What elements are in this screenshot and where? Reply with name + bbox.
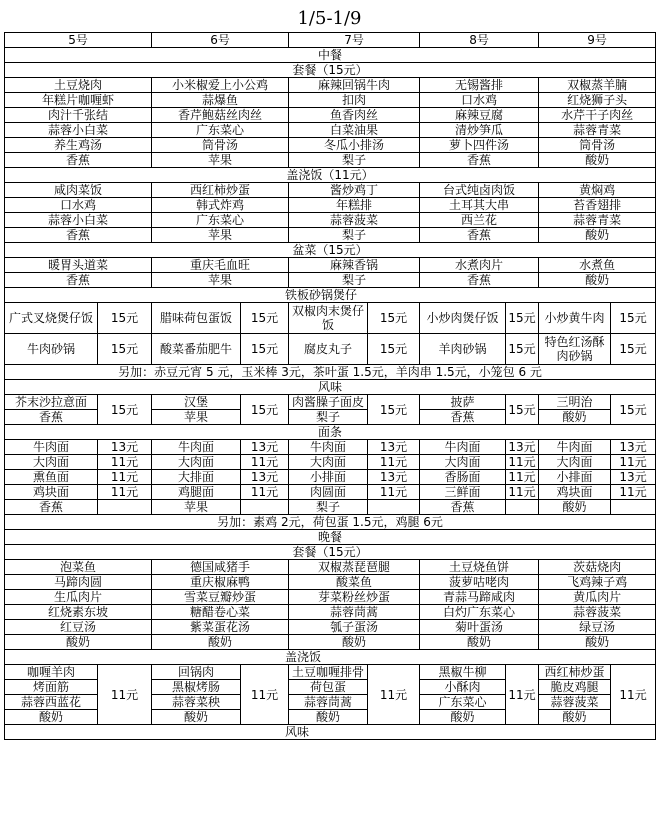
table-row bbox=[5, 380, 656, 395]
menu-item: 黄焖鸡 bbox=[539, 183, 656, 198]
menu-item: 蒜蓉茼蒿 bbox=[289, 605, 420, 620]
menu-item: 小米椒爱上小公鸡 bbox=[152, 78, 289, 93]
rice-bowl-dish: 烤面筋 bbox=[5, 680, 98, 695]
price bbox=[506, 500, 539, 515]
menu-item: 生瓜肉片 bbox=[5, 590, 152, 605]
menu-item: 酸奶 bbox=[5, 635, 152, 650]
table-row bbox=[5, 575, 656, 590]
menu-item: 水煮肉片 bbox=[420, 258, 539, 273]
table-row bbox=[5, 273, 656, 288]
menu-item: 重庆椒麻鸭 bbox=[152, 575, 289, 590]
rice-bowl-dish: 荷包蛋 bbox=[289, 680, 368, 695]
flavor-item: 披萨 bbox=[420, 395, 506, 410]
menu-item: 梨子 bbox=[289, 153, 420, 168]
menu-item: 红烧狮子头 bbox=[539, 93, 656, 108]
menu-item: 蒜蓉菠菜 bbox=[289, 213, 420, 228]
price: 11元 bbox=[506, 470, 539, 485]
menu-table bbox=[4, 32, 656, 740]
menu-item: 白灼广东菜心 bbox=[420, 605, 539, 620]
extras-note: 另加：赤豆元宵 5 元，玉米棒 3元，茶叶蛋 1.5元，羊肉串 1.5元，小笼包 6 元 bbox=[5, 365, 656, 380]
flavor-fruit: 香蕉 bbox=[420, 410, 506, 425]
rice-bowl-dish: 蒜蓉菠菜 bbox=[539, 695, 611, 710]
table-row bbox=[5, 33, 656, 48]
table-row bbox=[5, 455, 656, 470]
menu-item: 麻辣回锅牛肉 bbox=[289, 78, 420, 93]
flavor-fruit: 苹果 bbox=[152, 410, 241, 425]
rice-bowl-dish: 蒜蓉菜秧 bbox=[152, 695, 241, 710]
table-row bbox=[5, 545, 656, 560]
price: 15元 bbox=[368, 395, 420, 425]
noodle-item: 大肉面 bbox=[152, 455, 241, 470]
menu-item: 酸奶 bbox=[539, 228, 656, 243]
menu-item: 酸菜鱼 bbox=[289, 575, 420, 590]
table-row bbox=[5, 228, 656, 243]
price: 15元 bbox=[368, 334, 420, 365]
noodle-item: 苹果 bbox=[152, 500, 241, 515]
menu-item: 扣肉 bbox=[289, 93, 420, 108]
menu-item: 香蕉 bbox=[420, 153, 539, 168]
rice-bowl-dish: 酸奶 bbox=[152, 710, 241, 725]
day-header: 6号 bbox=[152, 33, 289, 48]
menu-item: 麻辣豆腐 bbox=[420, 108, 539, 123]
rice-bowl-dish: 脆皮鸡腿 bbox=[539, 680, 611, 695]
table-row bbox=[5, 243, 656, 258]
flavor-item: 汉堡 bbox=[152, 395, 241, 410]
noodle-item: 小排面 bbox=[539, 470, 611, 485]
table-row bbox=[5, 470, 656, 485]
menu-item: 筒骨汤 bbox=[539, 138, 656, 153]
menu-item: 梨子 bbox=[289, 273, 420, 288]
price: 15元 bbox=[98, 303, 152, 334]
price bbox=[611, 500, 656, 515]
price: 11元 bbox=[98, 470, 152, 485]
menu-item: 茨菇烧肉 bbox=[539, 560, 656, 575]
menu-item: 双椒蒸琵琶腿 bbox=[289, 560, 420, 575]
table-row bbox=[5, 168, 656, 183]
menu-item: 苹果 bbox=[152, 228, 289, 243]
menu-item: 土豆烧肉 bbox=[5, 78, 152, 93]
category-claypot: 铁板砂锅煲仔 bbox=[5, 288, 656, 303]
menu-item: 菊叶蛋汤 bbox=[420, 620, 539, 635]
noodle-item: 鸡块面 bbox=[539, 485, 611, 500]
rice-bowl-dish: 咖喱羊肉 bbox=[5, 665, 98, 680]
price: 13元 bbox=[98, 440, 152, 455]
menu-item: 黄瓜肉片 bbox=[539, 590, 656, 605]
price: 13元 bbox=[611, 470, 656, 485]
price: 13元 bbox=[368, 440, 420, 455]
menu-item: 飞鸡辣子鸡 bbox=[539, 575, 656, 590]
menu-item: 广东菜心 bbox=[152, 213, 289, 228]
day-header: 5号 bbox=[5, 33, 152, 48]
table-row bbox=[5, 515, 656, 530]
price bbox=[368, 500, 420, 515]
price: 11元 bbox=[241, 455, 289, 470]
menu-item: 瓠子蛋汤 bbox=[289, 620, 420, 635]
category-noodles: 面条 bbox=[5, 425, 656, 440]
menu-item: 土豆烧鱼饼 bbox=[420, 560, 539, 575]
menu-item: 筒骨汤 bbox=[152, 138, 289, 153]
menu-item: 红烧素东坡 bbox=[5, 605, 152, 620]
section-dinner: 晚餐 bbox=[5, 530, 656, 545]
menu-item: 香蕉 bbox=[5, 153, 152, 168]
table-row bbox=[5, 620, 656, 635]
claypot-item: 腊味荷包蛋饭 bbox=[152, 303, 241, 334]
table-row bbox=[5, 198, 656, 213]
table-row bbox=[5, 635, 656, 650]
menu-item: 西兰花 bbox=[420, 213, 539, 228]
noodle-item: 酸奶 bbox=[539, 500, 611, 515]
table-row bbox=[5, 605, 656, 620]
noodle-item: 香蕉 bbox=[5, 500, 98, 515]
menu-item: 酸奶 bbox=[152, 635, 289, 650]
noodle-item: 大肉面 bbox=[5, 455, 98, 470]
day-header: 8号 bbox=[420, 33, 539, 48]
price: 15元 bbox=[241, 334, 289, 365]
claypot-item: 小炒黄牛肉 bbox=[539, 303, 611, 334]
price: 15元 bbox=[368, 303, 420, 334]
price: 15元 bbox=[506, 334, 539, 365]
table-row bbox=[5, 650, 656, 665]
table-row bbox=[5, 500, 656, 515]
table-row bbox=[5, 303, 656, 334]
price: 13元 bbox=[241, 440, 289, 455]
table-row bbox=[5, 78, 656, 93]
menu-item: 蒜蓉小白菜 bbox=[5, 213, 152, 228]
menu-item: 马蹄肉圆 bbox=[5, 575, 152, 590]
menu-item: 梨子 bbox=[289, 228, 420, 243]
menu-item: 西红柿炒蛋 bbox=[152, 183, 289, 198]
rice-bowl-dish: 回锅肉 bbox=[152, 665, 241, 680]
menu-item: 蒜蓉小白菜 bbox=[5, 123, 152, 138]
claypot-item: 酸菜番茄肥牛 bbox=[152, 334, 241, 365]
claypot-item: 小炒肉煲仔饭 bbox=[420, 303, 506, 334]
rice-bowl-dish: 小酥肉 bbox=[420, 680, 506, 695]
menu-item: 蒜蓉青菜 bbox=[539, 123, 656, 138]
menu-item: 酸奶 bbox=[539, 153, 656, 168]
menu-item: 蒜蓉青菜 bbox=[539, 213, 656, 228]
menu-item: 蒜爆鱼 bbox=[152, 93, 289, 108]
rice-bowl-dish: 广东菜心 bbox=[420, 695, 506, 710]
menu-item: 无锡酱排 bbox=[420, 78, 539, 93]
table-row bbox=[5, 365, 656, 380]
menu-item: 芽菜粉丝炒蛋 bbox=[289, 590, 420, 605]
table-row bbox=[5, 440, 656, 455]
category-rice-bowl: 盖浇饭（11元） bbox=[5, 168, 656, 183]
menu-item: 土耳其大串 bbox=[420, 198, 539, 213]
category-flavor: 风味 bbox=[5, 380, 656, 395]
flavor-fruit: 香蕉 bbox=[5, 410, 98, 425]
table-row bbox=[5, 258, 656, 273]
rice-bowl-dish: 蒜蓉茼蒿 bbox=[289, 695, 368, 710]
price: 11元 bbox=[611, 665, 656, 725]
rice-bowl-dish: 酸奶 bbox=[420, 710, 506, 725]
table-row bbox=[5, 108, 656, 123]
price: 15元 bbox=[506, 303, 539, 334]
menu-item: 年糕排 bbox=[289, 198, 420, 213]
noodle-item: 牛肉面 bbox=[152, 440, 241, 455]
noodle-item: 牛肉面 bbox=[289, 440, 368, 455]
menu-item: 紫菜蛋花汤 bbox=[152, 620, 289, 635]
table-row bbox=[5, 425, 656, 440]
price: 15元 bbox=[241, 303, 289, 334]
price: 11元 bbox=[611, 455, 656, 470]
table-row bbox=[5, 334, 656, 365]
menu-item: 重庆毛血旺 bbox=[152, 258, 289, 273]
table-row bbox=[5, 93, 656, 108]
price: 15元 bbox=[241, 395, 289, 425]
menu-item: 养生鸡汤 bbox=[5, 138, 152, 153]
table-row bbox=[5, 123, 656, 138]
menu-item: 鱼香肉丝 bbox=[289, 108, 420, 123]
noodle-item: 肉圆面 bbox=[289, 485, 368, 500]
table-row bbox=[5, 725, 656, 740]
day-header: 7号 bbox=[289, 33, 420, 48]
price: 13元 bbox=[611, 440, 656, 455]
menu-item: 糖醋卷心菜 bbox=[152, 605, 289, 620]
price: 13元 bbox=[506, 440, 539, 455]
menu-item: 双椒蒸羊腩 bbox=[539, 78, 656, 93]
menu-item: 白菜油果 bbox=[289, 123, 420, 138]
price bbox=[241, 500, 289, 515]
menu-item: 酱炒鸡丁 bbox=[289, 183, 420, 198]
rice-bowl-dish: 西红柿炒蛋 bbox=[539, 665, 611, 680]
section-lunch: 中餐 bbox=[5, 48, 656, 63]
menu-item: 口水鸡 bbox=[420, 93, 539, 108]
day-header: 9号 bbox=[539, 33, 656, 48]
price bbox=[98, 500, 152, 515]
menu-item: 肉汁千张结 bbox=[5, 108, 152, 123]
noodle-item: 牛肉面 bbox=[5, 440, 98, 455]
page-title: 1/5-1/9 bbox=[297, 8, 362, 29]
menu-item: 咸肉菜饭 bbox=[5, 183, 152, 198]
table-row bbox=[5, 183, 656, 198]
price: 13元 bbox=[368, 470, 420, 485]
menu-item: 酸奶 bbox=[420, 635, 539, 650]
menu-item: 麻辣香锅 bbox=[289, 258, 420, 273]
rice-bowl-dish: 黑椒牛柳 bbox=[420, 665, 506, 680]
price: 11元 bbox=[611, 485, 656, 500]
table-row bbox=[5, 530, 656, 545]
price: 11元 bbox=[506, 455, 539, 470]
rice-bowl-dish: 酸奶 bbox=[289, 710, 368, 725]
menu-item: 水煮鱼 bbox=[539, 258, 656, 273]
claypot-item: 双椒肉末煲仔饭 bbox=[289, 303, 368, 334]
price: 15元 bbox=[98, 334, 152, 365]
rice-bowl-dish: 酸奶 bbox=[5, 710, 98, 725]
menu-item: 蒜蓉菠菜 bbox=[539, 605, 656, 620]
price: 15元 bbox=[611, 395, 656, 425]
price: 11元 bbox=[368, 665, 420, 725]
rice-bowl-dish: 黑椒烤肠 bbox=[152, 680, 241, 695]
menu-item: 冬瓜小排汤 bbox=[289, 138, 420, 153]
flavor-item: 芥末沙拉意面 bbox=[5, 395, 98, 410]
table-row bbox=[5, 485, 656, 500]
claypot-item: 羊肉砂锅 bbox=[420, 334, 506, 365]
claypot-item: 腐皮丸子 bbox=[289, 334, 368, 365]
menu-item: 青蒜马蹄咸肉 bbox=[420, 590, 539, 605]
menu-item: 酸奶 bbox=[289, 635, 420, 650]
noodle-item: 香肠面 bbox=[420, 470, 506, 485]
claypot-item: 特色红汤酥肉砂锅 bbox=[539, 334, 611, 365]
menu-item: 水芹干子肉丝 bbox=[539, 108, 656, 123]
rice-bowl-dish: 土豆咖喱排骨 bbox=[289, 665, 368, 680]
menu-item: 韩式炸鸡 bbox=[152, 198, 289, 213]
menu-item: 香蕉 bbox=[5, 228, 152, 243]
category-flavor: 风味 bbox=[5, 725, 656, 740]
table-row bbox=[5, 153, 656, 168]
menu-item: 苹果 bbox=[152, 153, 289, 168]
price: 11元 bbox=[241, 485, 289, 500]
flavor-fruit: 酸奶 bbox=[539, 410, 611, 425]
menu-item: 苔香翅排 bbox=[539, 198, 656, 213]
menu-item: 暖胃头道菜 bbox=[5, 258, 152, 273]
menu-item: 香蕉 bbox=[420, 228, 539, 243]
menu-item: 泡菜鱼 bbox=[5, 560, 152, 575]
table-row bbox=[5, 48, 656, 63]
flavor-item: 肉酱臊子面皮 bbox=[289, 395, 368, 410]
menu-item: 广东菜心 bbox=[152, 123, 289, 138]
price: 15元 bbox=[98, 395, 152, 425]
menu-item: 萝卜四件汤 bbox=[420, 138, 539, 153]
flavor-fruit: 梨子 bbox=[289, 410, 368, 425]
table-row bbox=[5, 288, 656, 303]
menu-item: 德国咸猪手 bbox=[152, 560, 289, 575]
price: 11元 bbox=[98, 665, 152, 725]
menu-item: 红豆汤 bbox=[5, 620, 152, 635]
menu-item: 苹果 bbox=[152, 273, 289, 288]
table-row bbox=[5, 395, 656, 410]
noodle-item: 牛肉面 bbox=[420, 440, 506, 455]
price: 11元 bbox=[506, 485, 539, 500]
rice-bowl-dish: 酸奶 bbox=[539, 710, 611, 725]
extras-note: 另加：素鸡 2元，荷包蛋 1.5元，鸡腿 6元 bbox=[5, 515, 656, 530]
price: 15元 bbox=[611, 334, 656, 365]
category-set-meal: 套餐（15元） bbox=[5, 63, 656, 78]
price: 13元 bbox=[241, 470, 289, 485]
menu-item: 绿豆汤 bbox=[539, 620, 656, 635]
price: 11元 bbox=[98, 485, 152, 500]
price: 11元 bbox=[506, 665, 539, 725]
menu-item: 香芹鲍菇丝肉丝 bbox=[152, 108, 289, 123]
noodle-item: 大肉面 bbox=[420, 455, 506, 470]
table-row bbox=[5, 138, 656, 153]
noodle-item: 梨子 bbox=[289, 500, 368, 515]
table-row bbox=[5, 590, 656, 605]
price: 11元 bbox=[241, 665, 289, 725]
noodle-item: 牛肉面 bbox=[539, 440, 611, 455]
noodle-item: 鸡块面 bbox=[5, 485, 98, 500]
menu-item: 香蕉 bbox=[420, 273, 539, 288]
noodle-item: 熏鱼面 bbox=[5, 470, 98, 485]
table-row bbox=[5, 213, 656, 228]
menu-item: 雪菜豆瓣炒蛋 bbox=[152, 590, 289, 605]
noodle-item: 小排面 bbox=[289, 470, 368, 485]
table-row bbox=[5, 560, 656, 575]
noodle-item: 香蕉 bbox=[420, 500, 506, 515]
menu-item: 酸奶 bbox=[539, 273, 656, 288]
menu-item: 台式纯卤肉饭 bbox=[420, 183, 539, 198]
noodle-item: 大肉面 bbox=[289, 455, 368, 470]
menu-item: 年糕片咖喱虾 bbox=[5, 93, 152, 108]
menu-item: 清炒笋瓜 bbox=[420, 123, 539, 138]
claypot-item: 牛肉砂锅 bbox=[5, 334, 98, 365]
noodle-item: 鸡腿面 bbox=[152, 485, 241, 500]
claypot-item: 广式叉烧煲仔饭 bbox=[5, 303, 98, 334]
price: 11元 bbox=[98, 455, 152, 470]
menu-item: 香蕉 bbox=[5, 273, 152, 288]
category-basin-dish: 盆菜（15元） bbox=[5, 243, 656, 258]
menu-item: 口水鸡 bbox=[5, 198, 152, 213]
price: 11元 bbox=[368, 485, 420, 500]
price: 15元 bbox=[506, 395, 539, 425]
price: 15元 bbox=[611, 303, 656, 334]
noodle-item: 大排面 bbox=[152, 470, 241, 485]
table-row bbox=[5, 665, 656, 680]
category-set-meal: 套餐（15元） bbox=[5, 545, 656, 560]
table-row bbox=[5, 63, 656, 78]
menu-item: 菠萝咕咾肉 bbox=[420, 575, 539, 590]
noodle-item: 大肉面 bbox=[539, 455, 611, 470]
flavor-item: 三明治 bbox=[539, 395, 611, 410]
price: 11元 bbox=[368, 455, 420, 470]
noodle-item: 三鲜面 bbox=[420, 485, 506, 500]
rice-bowl-dish: 蒜蓉西蓝花 bbox=[5, 695, 98, 710]
menu-item: 酸奶 bbox=[539, 635, 656, 650]
category-rice-bowl: 盖浇饭 bbox=[5, 650, 656, 665]
